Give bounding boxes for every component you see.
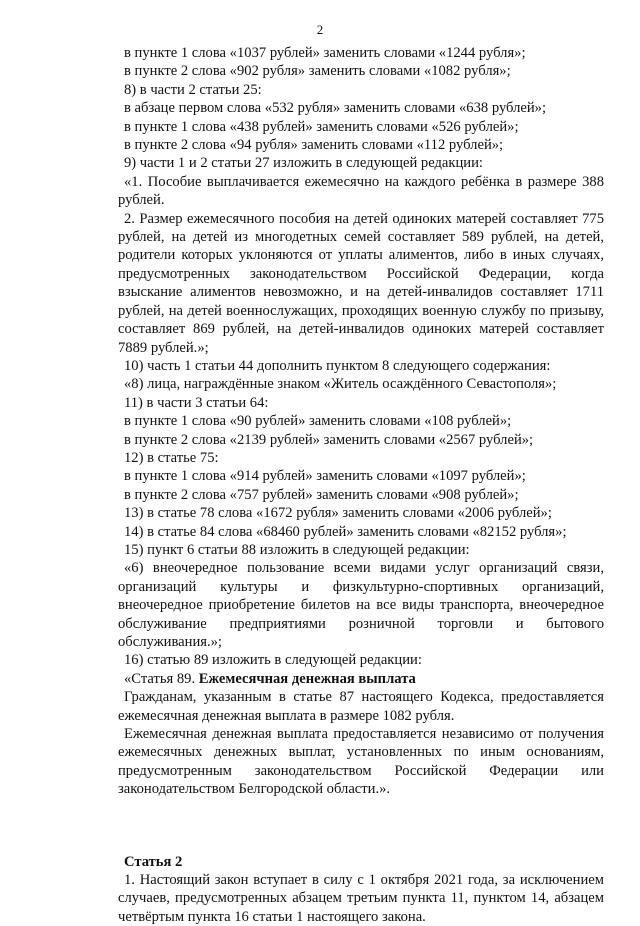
paragraph: в пункте 2 слова «94 рубля» заменить словами «112 рублей»; — [124, 137, 504, 154]
article-89-prefix: «Статья 89. — [124, 670, 199, 687]
article-2-heading-text: Статья 2 — [124, 853, 183, 870]
page-number: 2 — [316, 22, 324, 37]
paragraph: в пункте 1 слова «90 рублей» заменить словами «108 рублей»; — [124, 413, 512, 430]
paragraph: в пункте 2 слова «2139 рублей» заменить словами «2567 рублей»; — [124, 431, 534, 448]
paragraph: «6) внеочередное пользование всеми видами услуг организаций связи, организаций культуры и физкультурно-спортивных организаций, внеочередное приобретение билетов на все виды транспорта, внеочередное обслуживание предприятиями розничной торговли и бытового обслуживания.»; — [118, 560, 604, 650]
paragraph: в пункте 1 слова «914 рублей» заменить словами «1097 рублей»; — [124, 468, 526, 485]
paragraph: «8) лица, награждённые знаком «Житель осаждённого Севастополя»; — [124, 376, 557, 393]
document-body — [118, 44, 604, 926]
paragraph: 11) в части 3 статьи 64: — [124, 394, 269, 411]
paragraph: в пункте 2 слова «757 рублей» заменить словами «908 рублей»; — [124, 486, 519, 503]
paragraph: 16) статью 89 изложить в следующей редакции: — [124, 652, 422, 669]
paragraph: 14) в статье 84 слова «68460 рублей» заменить словами «82152 рубля»; — [124, 523, 567, 540]
paragraph: Гражданам, указанным в статье 87 настоящего Кодекса, предоставляется ежемесячная денежная выплата в размере 1082 рубля. — [118, 689, 604, 724]
paragraph: в пункте 1 слова «438 рублей» заменить словами «526 рублей»; — [124, 118, 519, 135]
paragraph: Ежемесячная денежная выплата предоставляется независимо от получения ежемесячных денежных выплат, установленных по иным основаниям, предусмотренным законодательством Российской Федерации или законодательством Белгородской области.». — [118, 726, 604, 798]
paragraph: 13) в статье 78 слова «1672 рубля» заменить словами «2006 рублей»; — [124, 505, 552, 522]
paragraph: 10) часть 1 статьи 44 дополнить пунктом 8 следующего содержания: — [124, 357, 551, 374]
paragraph: 15) пункт 6 статьи 88 изложить в следующей редакции: — [124, 541, 470, 558]
paragraph: в пункте 2 слова «902 рубля» заменить словами «1082 рубля»; — [124, 63, 511, 80]
paragraph: 8) в части 2 статьи 25: — [124, 81, 262, 98]
paragraph: 12) в статье 75: — [124, 449, 219, 466]
article-89-heading — [118, 670, 604, 688]
article-89-title: Ежемесячная денежная выплата — [198, 670, 416, 687]
article-2-text: 1. Настоящий закон вступает в силу с 1 октября 2021 года, за исключением случаев, предусмотренных абзацем третьим пункта 11, пунктом 14, абзацем четвёртым пункта 16 статьи 1 настоящего закона. — [118, 872, 604, 925]
spacer — [118, 799, 604, 853]
paragraph: в пункте 1 слова «1037 рублей» заменить словами «1244 рубля»; — [124, 45, 526, 61]
article-2-heading — [118, 853, 604, 871]
paragraph: в абзаце первом слова «532 рубля» заменить словами «638 рублей»; — [124, 100, 547, 117]
paragraph: 2. Размер ежемесячного пособия на детей одиноких матерей составляет 775 рублей, на детей из многодетных семей составляет 589 рублей, на детей, родители которых уклоняются от уплаты алиментов, либо в иных случаях, предусмотренных законодательством Российской Федерации, когда взыскание алиментов невозможно, и на детей-инвалидов составляет 1711 рублей, на детей военнослужащих, проходящих военную службу по призыву, составляет 869 рублей, на детей-инвалидов одиноких матерей составляет 7889 рублей.»; — [118, 210, 604, 356]
paragraph: 9) части 1 и 2 статьи 27 изложить в следующей редакции: — [124, 155, 483, 172]
paragraph: «1. Пособие выплачивается ежемесячно на каждого ребёнка в размере 388 рублей. — [118, 173, 604, 209]
